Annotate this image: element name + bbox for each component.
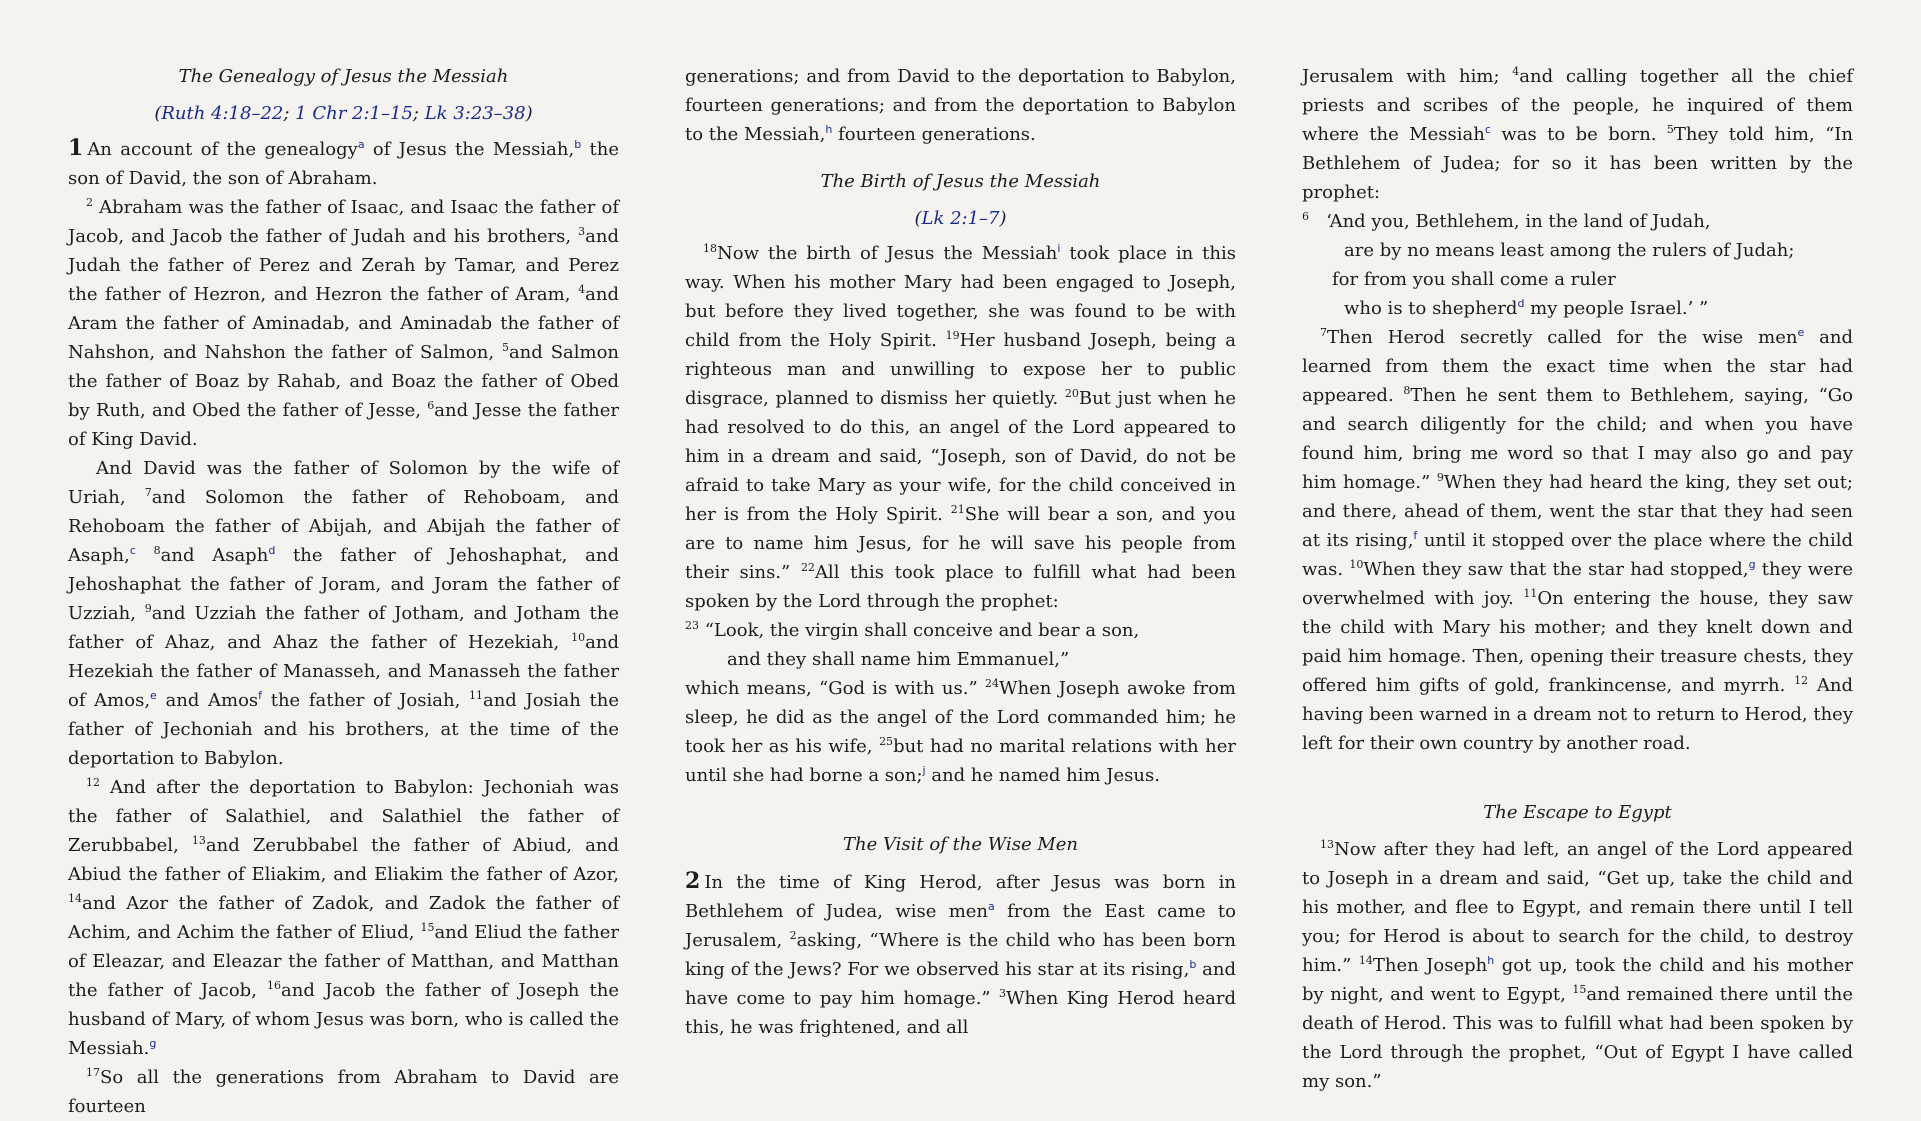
paragraph [685,62,1236,149]
verse-text: got up, took the child and his mother by night, and went to Egypt, [1302,955,1853,1005]
verse-text: took place in this way. When his mother Mary had been engaged to Joseph, but before they lived together, she was found to be with child from the Holy Spirit. [685,243,1236,351]
verse-text: So all the generations from Abraham to David are fourteen [68,1067,619,1117]
verse-number: 14 [68,892,82,905]
verse-text: Abraham was the father of Isaac, and Isaac the father of Jacob, and Jacob the father of Judah and his brothers, [68,197,619,247]
verse-number: 23 [685,619,699,632]
verse-text: Then Herod secretly called for the wise men [1327,327,1798,348]
section-heading-wise-men: The Visit of the Wise Men [842,834,1078,855]
verse-text: until it stopped over the place where the child was. [1302,530,1853,580]
verse-text: When they saw that the star had stopped, [1363,559,1749,580]
verse-number: 21 [950,503,965,516]
verse-number: 12 [1794,674,1809,687]
verse-number: 13 [191,834,206,847]
verse-number: 9 [1436,471,1444,484]
verse-text: “Look, the virgin shall conceive and bear a son, [704,620,1140,641]
verse-text: but had no marital relations with her until she had borne a son; [685,736,1236,786]
verse-number: 7 [144,486,152,499]
paragraph [1302,835,1853,1096]
verse-text: which means, “God is with us.” [685,678,985,699]
verse-number: 10 [1349,558,1364,571]
verse-text: All this took place to fulfill what had been spoken by the Lord through the prophet: [685,562,1237,612]
verse-text: and have come to pay him homage.” [685,959,1236,1009]
poetry-line [685,616,1236,645]
verse-number: 24 [984,677,999,690]
verse-number: 10 [571,631,586,644]
verse-text: my people Israel.’ ” [1524,298,1709,319]
poetry-line: and they shall name him Emmanuel,” [727,649,1070,670]
xref-close-paren: ) [525,103,533,124]
verse-text: Her husband Joseph, being a righteous man and unwilling to expose her to public disgrace, planned to dismiss her quietly. [685,330,1236,409]
verse-text: They told him, “In Bethlehem of Judea; for so it has been written by the prophet: [1302,124,1853,203]
verse-text: On entering the house, they saw the child with Mary his mother; and they knelt down and paid him homage. Then, opening their treasure chests, they offered him gifts of gold, frankincense, and myrrh. [1302,588,1853,696]
verse-text: and remained there until the death of Herod. This was to fulfill what had been spoken by the Lord through the prophet, “Out of Egypt I have called my son.” [1302,984,1853,1092]
verse-text: She will bear a son, and you are to name him Jesus, for he will save his people from their sins.” [685,504,1236,583]
paragraph [68,1063,619,1121]
footnote-marker[interactable]: e [150,689,157,702]
spacer [1302,758,1853,798]
verse-number: 14 [1358,954,1373,967]
footnote-marker[interactable]: h [825,123,833,136]
verse-number: 22 [800,561,815,574]
verse-number: 15 [1572,983,1587,996]
verse-text: and Asaph [160,545,269,566]
verse-number: 17 [86,1066,100,1079]
footnote-marker[interactable]: d [1517,297,1525,310]
verse-text: Then he sent them to Bethlehem, saying, “Go and search diligently for the child; and when you have found him, bring me word so that I may also go and pay him homage.” [1302,385,1853,493]
verse-text: In the time of King Herod, after Jesus was born in Bethlehem of Judea, wise men [685,872,1236,922]
verse-number: 18 [703,242,717,255]
verse-text: and learned from them the exact time when the star had appeared. [1302,327,1854,406]
verse-text: and Jesse the father of King David. [68,400,619,450]
verse-text: from the East came to Jerusalem, [685,901,1236,951]
spacer [1302,827,1853,835]
paragraph [68,773,619,1063]
poetry-line: are by no means least among the rulers of Judah; [1344,240,1795,261]
verse-text: and Aram the father of Aminadab, and Aminadab the father of Nahshon, and Nahshon the father of Salmon, [68,284,619,363]
footnote-marker[interactable]: g [1748,558,1756,571]
verse-text: the son of David, the son of Abraham. [68,139,620,189]
xref-open-paren: ( [154,103,162,124]
verse-text: and he named him Jesus. [925,765,1160,786]
verse-text: the father of Josiah, [262,690,469,711]
verse-number: 3 [578,225,586,238]
verse-number: 7 [1320,326,1327,339]
verse-text: and Josiah the father of Jechoniah and his brothers, at the time of the deportation to Babylon. [68,690,620,769]
spacer [685,790,1236,830]
footnote-marker[interactable]: h [1487,954,1495,967]
footnote-marker[interactable]: f [258,689,263,702]
verse-text: and Salmon the father of Boaz by Rahab, and Boaz the father of Obed by Ruth, and Obed the father of Jesse, [68,342,620,421]
verse-text: and Solomon the father of Rehoboam, and Rehoboam the father of Abijah, and Abijah the father of Asaph, [68,487,619,566]
verse-number: 6 [427,399,435,412]
verse-text: and Jacob the father of Joseph the husband of Mary, of whom Jesus was born, who is called the Messiah. [68,980,619,1059]
section-heading-genealogy: The Genealogy of Jesus the Messiah [178,66,509,87]
xref-open-paren: ( [914,208,922,229]
verse-number: 25 [879,735,894,748]
verse-number: 6 [1302,210,1309,223]
footnote-marker[interactable]: a [357,138,365,151]
verse-text: and Zerubbabel the father of Abiud, and Abiud the father of Eliakim, and Eliakim the father of Azor, [68,835,619,885]
verse-number: 12 [86,776,100,789]
verse-text: fourteen generations. [832,124,1036,145]
verse-number: 16 [267,979,282,992]
verse-text: and Azor the father of Zadok, and Zadok the father of Achim, and Achim the father of Eliud, [68,893,619,943]
verse-text: Jerusalem with him; [1302,66,1513,87]
verse-text: Then Joseph [1372,955,1488,976]
verse-number: 4 [1512,65,1520,78]
verse-text: But just when he had resolved to do this, an angel of the Lord appeared to him in a dream and said, “Joseph, son of David, do not be afraid to take Mary as your wife, for the child conceived in her is from the Holy Spirit. [685,388,1236,525]
xref-link-luke[interactable]: Lk 2:1–7 [921,208,1000,229]
verse-text: and Amos [156,690,259,711]
column-2 [685,62,1236,1042]
poetry-line [1302,207,1853,236]
verse-text: An account of the genealogy [87,139,358,160]
verse-text: Now the birth of Jesus the Messiah [717,243,1058,264]
verse-text: of Jesus the Messiah, [364,139,575,160]
verse-text: and calling together all the chief priests and scribes of the people, he inquired of them where the Messiah [1302,66,1853,145]
verse-number: 3 [998,987,1006,1000]
verse-text: generations; and from David to the deportation to Babylon, fourteen generations; and from the deportation to Babylon to the Messiah, [685,66,1236,145]
paragraph [68,454,619,773]
verse-number: 11 [1523,587,1538,600]
footnote-marker[interactable]: i [1057,242,1061,255]
verse-number: 20 [1064,387,1079,400]
footnote-marker[interactable]: e [1797,326,1805,339]
verse-text: and Uzziah the father of Jotham, and Jotham the father of Ahaz, and Ahaz the father of Hezekiah, [68,603,619,653]
paragraph [1302,62,1853,207]
verse-text: When King Herod heard this, he was frightened, and all [685,988,1236,1038]
verse-text: asking, “Where is the child who has been born king of the Jews? For we observed his star at its rising, [685,930,1236,980]
footnote-marker[interactable]: b [574,138,582,151]
chapter-number: 1 [68,135,84,161]
column-3 [1302,62,1853,1096]
xref-link-ruth[interactable]: Ruth 4:18–22 [161,103,284,124]
space [136,545,154,566]
verse-number: 2 [789,929,797,942]
verse-text: who is to shepherd [1344,298,1518,319]
xref-close-paren: ) [999,208,1007,229]
footnote-marker[interactable]: f [1413,529,1418,542]
verse-number: 8 [1403,384,1411,397]
verse-number: 11 [468,689,483,702]
poetry-quote [1302,207,1853,323]
verse-number: 9 [144,602,152,615]
cross-reference [685,204,1236,233]
spacer [685,859,1236,867]
verse-text: When Joseph awoke from sleep, he did as the angel of the Lord commanded him; he took her as his wife, [685,678,1236,757]
footnote-marker[interactable]: g [149,1037,157,1050]
verse-number: 15 [420,921,435,934]
verse-text: they were overwhelmed with joy. [1302,559,1853,609]
verse-text: When they had heard the king, they set out; and there, ahead of them, went the star that they had seen at its rising, [1302,472,1853,551]
paragraph [1302,323,1853,758]
poetry-line: for from you shall come a ruler [1332,269,1616,290]
verse-text: And David was the father of Solomon by the wife of Uriah, [68,458,619,508]
paragraph [68,193,619,454]
xref-link-1chr[interactable]: 1 Chr 2:1–15 [295,103,413,124]
section-heading-escape: The Escape to Egypt [1483,802,1672,823]
footnote-marker[interactable]: a [988,900,995,913]
footnote-marker[interactable]: d [268,544,276,557]
spacer [685,149,1236,167]
verse-number: 8 [153,544,161,557]
verse-number: 4 [578,283,586,296]
verse-number: 5 [1666,123,1674,136]
paragraph [685,239,1236,616]
xref-separator: ; [283,103,296,124]
verse-text: and Hezekiah the father of Manasseh, and Manasseh the father of Amos, [68,632,619,711]
verse-text: was to be born. [1490,124,1667,145]
verse-text: And after the deportation to Babylon: Jechoniah was the father of Salathiel, and Salathiel the father of Zerubbabel, [68,777,619,856]
verse-text: And having been warned in a dream not to return to Herod, they left for their own country by another road. [1302,675,1853,754]
paragraph [685,867,1236,1042]
verse-number: 19 [945,329,960,342]
verse-text: ‘And you, Bethlehem, in the land of Judah, [1326,211,1711,232]
xref-link-luke[interactable]: Lk 3:23–38 [424,103,526,124]
verse-number: 5 [501,341,509,354]
footnote-marker[interactable]: c [1484,123,1491,136]
verse-text: the father of Jehoshaphat, and Jehoshaphat the father of Joram, and Joram the father of Uzziah, [68,545,619,624]
poetry-line [1302,294,1853,323]
poetry-quote [685,616,1236,674]
verse-text: and Eliud the father of Eleazar, and Eleazar the father of Matthan, and Matthan the father of Jacob, [68,922,619,1001]
verse-text: Now after they had left, an angel of the Lord appeared to Joseph in a dream and said, “Get up, take the child and his mother, and flee to Egypt, and remain there until I tell you; for Herod is about to search for the child, to destroy him.” [1302,839,1853,976]
footnote-marker[interactable]: j [922,764,926,777]
paragraph [685,674,1236,790]
chapter-number: 2 [685,868,701,894]
verse-number: 13 [1320,838,1334,851]
paragraph [68,134,619,193]
footnote-marker[interactable]: b [1189,958,1197,971]
verse-text: and Judah the father of Perez and Zerah by Tamar, and Perez the father of Hezron, and Hezron the father of Aram, [68,226,619,305]
verse-number: 2 [86,196,93,209]
xref-separator: ; [412,103,425,124]
cross-reference [68,99,619,128]
section-heading-birth: The Birth of Jesus the Messiah [820,171,1101,192]
footnote-marker[interactable]: c [129,544,136,557]
column-1 [68,62,619,1121]
